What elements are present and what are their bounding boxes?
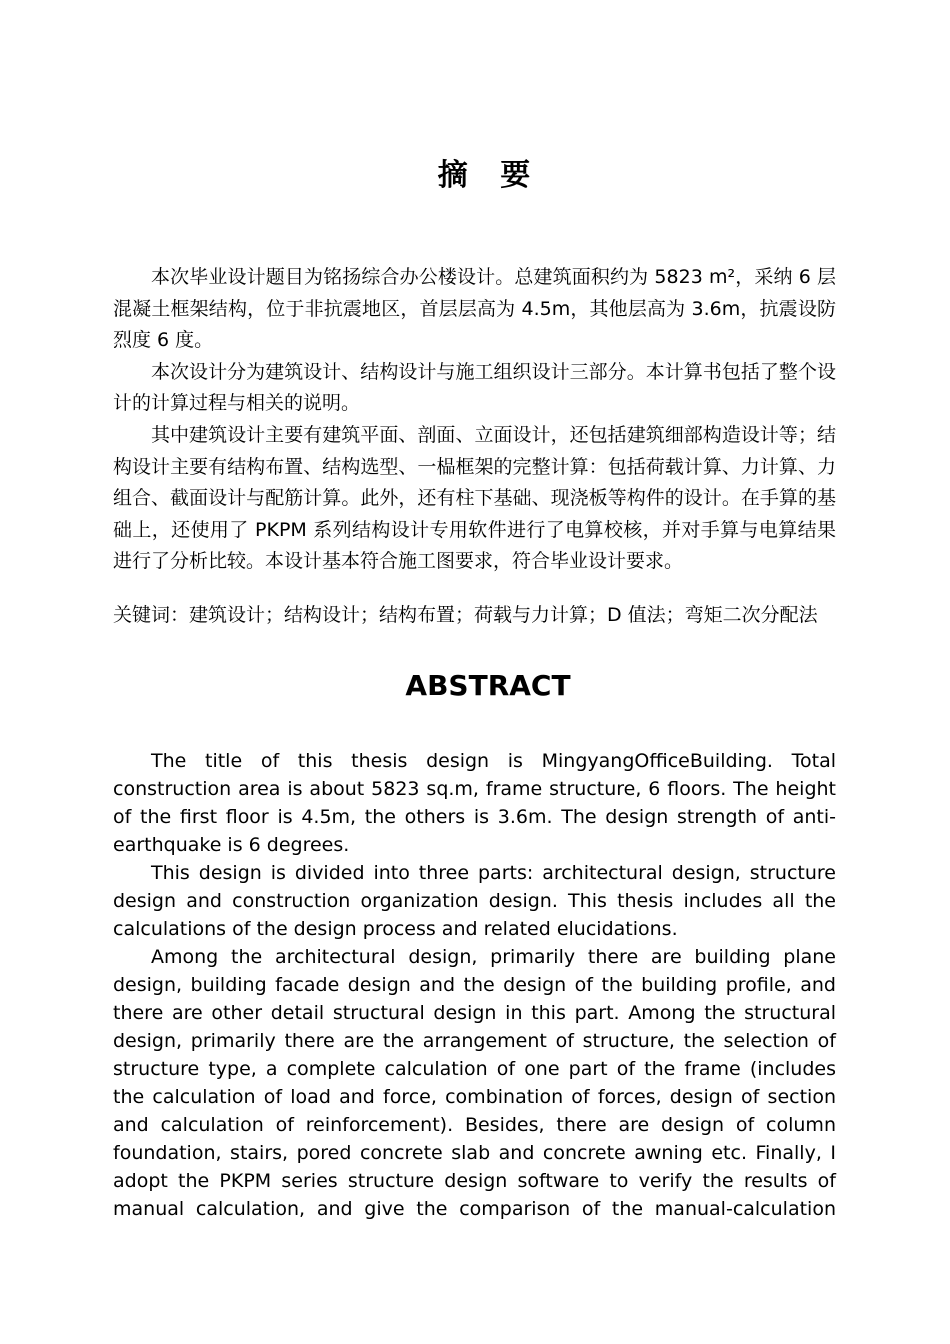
- english-paragraph-3: Among the architectural design, primarily there are building plane design, building facade design and the design of the building profile, and there are other detail structural design in this part. Among the structural design, primarily there are the arrangement of structure, the selection of structure type, a complete calculation of one part of the frame (includes the calculation of load and force, combination of forces, design of section and calculation of reinforcement). Besides, there are design of column foundation, stairs, pored concrete slab and concrete awning etc. Finally, I adopt the PKPM series structure design software to verify the results of manual calculation, and give the comparison of the manual-calculation: [113, 946, 836, 1220]
- english-abstract-title: ABSTRACT: [405, 669, 571, 702]
- english-paragraph-2: This design is divided into three parts: architectural design, structure design and construction organization design. This thesis includes all the calculations of the design process and related elucidations.: [113, 862, 836, 940]
- chinese-paragraph-2: 本次设计分为建筑设计、结构设计与施工组织设计三部分。本计算书包括了整个设计的计算过程与相关的说明。: [113, 360, 836, 415]
- keywords-label: 关键词：: [113, 604, 190, 626]
- chinese-keywords: [113, 600, 836, 632]
- keywords-list: 建筑设计；结构设计；结构布置；荷载与力计算；D 值法；弯矩二次分配法: [189, 604, 818, 626]
- english-paragraph-1: The title of this thesis design is MingyangOfficeBuilding. Total construction area is about 5823 sq.m, frame structure, 6 floors. The height of the first floor is 4.5m, the others is 3.6m. The design strength of anti-earthquake is 6 degrees.: [113, 750, 836, 856]
- chinese-abstract-body: [113, 262, 836, 578]
- chinese-paragraph-1: 本次毕业设计题目为铭扬综合办公楼设计。总建筑面积约为 5823 m²，采纳 6 层混凝土框架结构，位于非抗震地区，首层层高为 4.5m，其他层高为 3.6m，抗震设防烈度 6 度。: [113, 266, 836, 352]
- chinese-paragraph-3: 其中建筑设计主要有建筑平面、剖面、立面设计，还包括建筑细部构造设计等；结构设计主要有结构布置、结构选型、一榀框架的完整计算：包括荷载计算、力计算、力组合、截面设计与配筋计算。此外，还有柱下基础、现浇板等构件的设计。在手算的基础上，还使用了 PKPM 系列结构设计专用软件进行了电算校核，并对手算与电算结果进行了分析比较。本设计基本符合施工图要求，符合毕业设计要求。: [113, 423, 836, 573]
- chinese-abstract-title: 摘 要: [437, 158, 531, 193]
- english-abstract-body: [113, 747, 836, 1223]
